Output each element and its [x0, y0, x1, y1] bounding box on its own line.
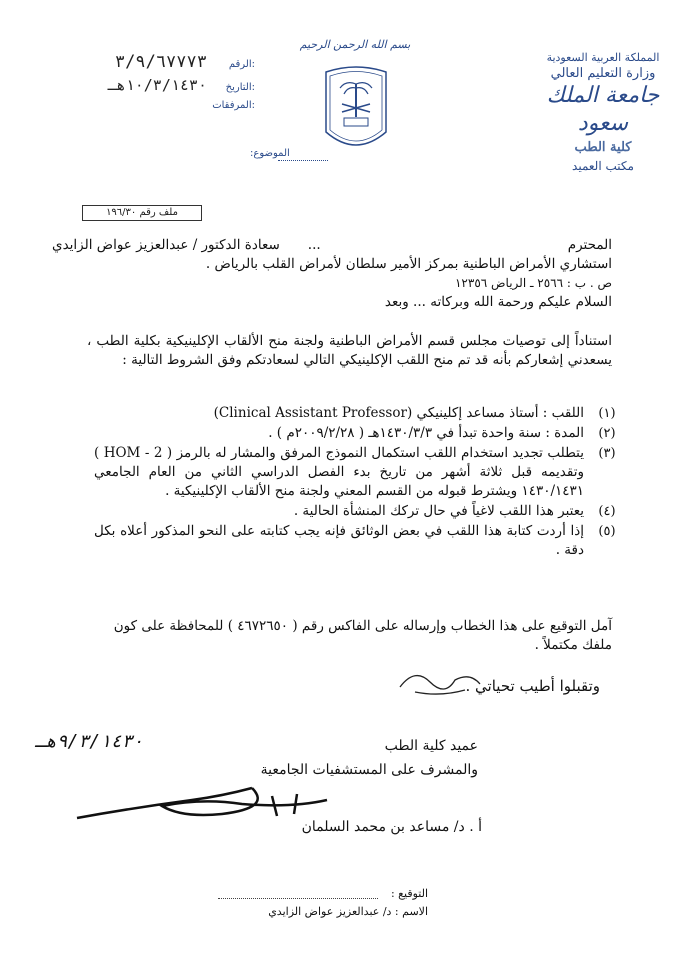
condition-text: إذا أردت كتابة هذا اللقب في بعض الوثائق فإنه يجب كتابته على النحو المذكور أعلاه بكل دقة .	[94, 523, 584, 558]
signatory-title-1: عميد كلية الطب	[384, 738, 478, 754]
university-name: جامعة الملك سعود	[546, 83, 660, 136]
ref-label: الرقم:	[228, 59, 255, 70]
closing-line: وتقبلوا أطيب تحياتي .	[465, 677, 600, 695]
list-item	[70, 522, 630, 560]
date-value: ١٠/٣/١٤٣٠هـ	[107, 76, 207, 94]
recipient-name-label: الاسم : د/ عبدالعزيز عواض الزايدي	[268, 905, 428, 918]
ministry-name: وزارة التعليم العالي	[550, 66, 656, 81]
ref-number: ٣/٩/٦٧٧٧٣	[114, 52, 207, 72]
addressee-position: استشاري الأمراض الباطنية بمركز الأمير سلطان لأمراض القلب بالرياض .	[205, 256, 612, 272]
addressee-block	[52, 236, 612, 312]
condition-text: اللقب : أستاذ مساعد إكلينيكي (Clinical Assistant Professor)	[213, 405, 584, 421]
file-number-box: ملف رقم ١٩٦/٣٠	[82, 205, 202, 221]
office-name: مكتب العميد	[572, 159, 634, 173]
initial-signature-icon	[395, 662, 485, 702]
signatory-title-2: والمشرف على المستشفيات الجامعية	[260, 762, 478, 778]
date-label: التاريخ:	[225, 82, 255, 93]
subject-label: الموضوع:	[250, 148, 290, 159]
greeting: السلام عليكم ورحمة الله وبركاته ... وبعد	[384, 294, 612, 310]
subject-divider	[278, 160, 328, 161]
condition-number: (٣)	[598, 446, 616, 461]
basmala: بسم الله الرحمن الرحيم	[299, 38, 411, 51]
fax-request-paragraph: آمل التوقيع على هذا الخطاب وإرساله على الفاكس رقم ( ٤٦٧٢٦٥٠ ) للمحافظة على كون ملفك مكتملاً .	[113, 618, 612, 653]
addressee-dots: ...	[307, 237, 321, 253]
addressee-pobox: ص . ب : ٢٥٦٦ ـ الرياض ١٢٣٥٦	[454, 276, 612, 290]
condition-number: (٤)	[598, 504, 616, 519]
attachments-label: المرفقات:	[212, 100, 255, 111]
list-item	[70, 502, 630, 521]
condition-text: يعتبر هذا اللقب لاغياً في حال تركك المنشأة الحالية .	[293, 503, 584, 519]
handwritten-date: ٩/٣/١٤٣٠هـ	[35, 731, 144, 752]
list-item	[70, 444, 630, 501]
university-logo-icon	[320, 62, 392, 158]
condition-text: المدة : سنة واحدة تبدأ في ١٤٣٠/٣/٣هـ ( ٢٠٠٩/٢/٢٨م ) .	[268, 425, 584, 441]
kingdom-name: المملكة العربية السعودية	[546, 51, 660, 64]
conditions-list	[70, 404, 630, 561]
addressee-name: سعادة الدكتور / عبدالعزيز عواض الزايدي	[52, 237, 280, 253]
condition-text: يتطلب تجديد استخدام اللقب استكمال النموذج المرفق والمشار له بالرمز ( HOM - 2 ) وتقديمه قبل ثلاثة أشهر من تاريخ بدء الفصل الدراسي الثاني من العام الجامعي ١٤٣٠/١٤٣١ ويشترط قبوله من القسم المعني ولجنة منح الألقاب الإكلينيكية .	[94, 445, 584, 499]
signatory-block	[178, 734, 478, 782]
respected-label: المحترم	[567, 237, 612, 253]
condition-number: (٥)	[598, 524, 616, 539]
letterhead	[528, 50, 678, 174]
list-item	[70, 404, 630, 423]
recipient-sign-label: التوقيع :	[390, 887, 428, 900]
condition-number: (٢)	[598, 426, 616, 441]
college-name: كلية الطب	[574, 140, 632, 155]
list-item	[70, 424, 630, 443]
signatory-name: أ . د/ مساعد بن محمد السلمان	[301, 819, 482, 835]
condition-number: (١)	[598, 406, 616, 421]
recipient-sign-line	[218, 898, 378, 899]
intro-paragraph: استناداً إلى توصيات مجلس قسم الأمراض الباطنية ولجنة منح الألقاب الإكلينيكية بكلية الطب ، يسعدني إشعاركم بأنه قد تم منح اللقب الإكلينيكي التالي لسعادتكم وفق الشروط التالية :	[87, 333, 612, 368]
letter-metadata	[30, 52, 255, 124]
